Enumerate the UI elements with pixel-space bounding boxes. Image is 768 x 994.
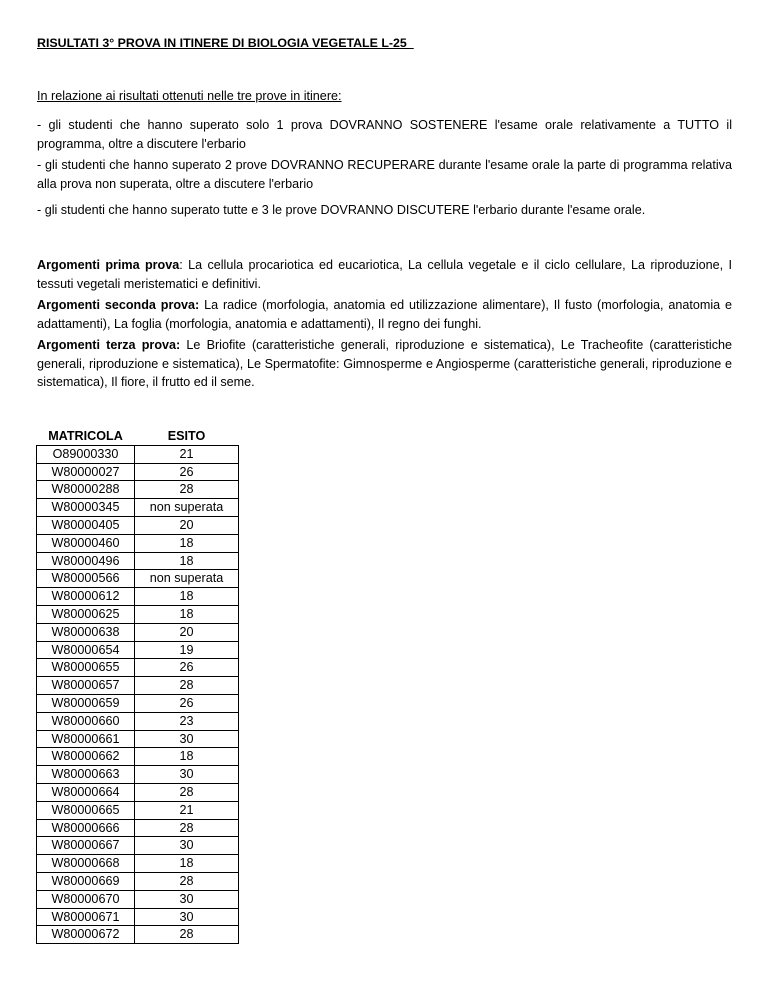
esito-cell: 26 bbox=[135, 463, 239, 481]
topics-first-prova bbox=[37, 256, 732, 293]
table-row bbox=[37, 766, 239, 784]
table-row bbox=[37, 712, 239, 730]
esito-cell: 28 bbox=[135, 783, 239, 801]
header-esito: ESITO bbox=[167, 429, 206, 443]
esito-cell: 30 bbox=[135, 837, 239, 855]
table-row bbox=[37, 499, 239, 517]
table-row bbox=[37, 872, 239, 890]
esito-cell: 30 bbox=[135, 908, 239, 926]
esito-cell: 26 bbox=[135, 694, 239, 712]
document-title: RISULTATI 3° PROVA IN ITINERE DI BIOLOGIA VEGETALE L-25 bbox=[37, 36, 414, 50]
table-row bbox=[37, 481, 239, 499]
topics-second-text: La radice (morfologia, anatomia ed utilizzazione alimentare), Il fusto (morfologia, anatomia e adattamenti), La foglia (morfologia, anatomia e adattamenti), Il regno dei funghi. bbox=[37, 298, 733, 331]
esito-cell: 18 bbox=[135, 552, 239, 570]
matricola-cell: W80000405 bbox=[37, 516, 135, 534]
esito-cell: 30 bbox=[135, 890, 239, 908]
esito-cell: 28 bbox=[135, 926, 239, 944]
topics-third-prova bbox=[37, 336, 732, 392]
table-row bbox=[37, 463, 239, 481]
esito-cell: non superata bbox=[135, 570, 239, 588]
results-table bbox=[36, 428, 239, 944]
topics-second-prova bbox=[37, 296, 732, 333]
matricola-cell: W80000345 bbox=[37, 499, 135, 517]
table-row bbox=[37, 534, 239, 552]
matricola-cell: W80000657 bbox=[37, 677, 135, 695]
table-row bbox=[37, 570, 239, 588]
rule-one-prova: - gli studenti che hanno superato solo 1 prova DOVRANNO SOSTENERE l'esame orale relativamente a TUTTO il programma, oltre a discutere l'erbario bbox=[37, 118, 732, 151]
header-matricola: MATRICOLA bbox=[48, 429, 123, 443]
results-header-row bbox=[37, 428, 239, 445]
table-row bbox=[37, 855, 239, 873]
matricola-cell: O89000330 bbox=[37, 445, 135, 463]
matricola-cell: W80000655 bbox=[37, 659, 135, 677]
esito-cell: 18 bbox=[135, 588, 239, 606]
matricola-cell: W80000566 bbox=[37, 570, 135, 588]
matricola-cell: W80000288 bbox=[37, 481, 135, 499]
matricola-cell: W80000612 bbox=[37, 588, 135, 606]
topics-first-text: La cellula procariotica ed eucariotica, La cellula vegetale e il ciclo cellulare, La riproduzione, I tessuti vegetali meristematici e definitivi. bbox=[37, 258, 732, 291]
table-row bbox=[37, 730, 239, 748]
table-row bbox=[37, 908, 239, 926]
table-row bbox=[37, 748, 239, 766]
matricola-cell: W80000625 bbox=[37, 605, 135, 623]
table-row bbox=[37, 837, 239, 855]
esito-cell: 18 bbox=[135, 605, 239, 623]
matricola-cell: W80000638 bbox=[37, 623, 135, 641]
topics-third-label: Argomenti terza prova: bbox=[37, 338, 181, 352]
topics-second-label: Argomenti seconda prova: bbox=[37, 298, 200, 312]
matricola-cell: W80000671 bbox=[37, 908, 135, 926]
esito-cell: non superata bbox=[135, 499, 239, 517]
table-row bbox=[37, 659, 239, 677]
esito-cell: 28 bbox=[135, 481, 239, 499]
esito-cell: 18 bbox=[135, 534, 239, 552]
esito-cell: 21 bbox=[135, 445, 239, 463]
esito-cell: 19 bbox=[135, 641, 239, 659]
table-row bbox=[37, 552, 239, 570]
table-row bbox=[37, 783, 239, 801]
esito-cell: 18 bbox=[135, 855, 239, 873]
matricola-cell: W80000670 bbox=[37, 890, 135, 908]
matricola-cell: W80000496 bbox=[37, 552, 135, 570]
matricola-cell: W80000660 bbox=[37, 712, 135, 730]
matricola-cell: W80000666 bbox=[37, 819, 135, 837]
rule-two-prove: - gli studenti che hanno superato 2 prove DOVRANNO RECUPERARE durante l'esame orale la parte di programma relativa alla prova non superata, oltre a discutere l'erbario bbox=[37, 158, 732, 191]
matricola-cell: W80000662 bbox=[37, 748, 135, 766]
table-row bbox=[37, 588, 239, 606]
matricola-cell: W80000460 bbox=[37, 534, 135, 552]
table-row bbox=[37, 605, 239, 623]
matricola-cell: W80000654 bbox=[37, 641, 135, 659]
intro-heading: In relazione ai risultati ottenuti nelle tre prove in itinere: bbox=[37, 89, 342, 103]
table-row bbox=[37, 890, 239, 908]
esito-cell: 30 bbox=[135, 730, 239, 748]
topics-third-text: Le Briofite (caratteristiche generali, riproduzione e sistematica), Le Tracheofite (caratteristiche generali, riproduzione e sistematica), Le Spermatofite: Gimnosperme e Angiosperme (caratteristiche generali, riproduzione e sistematica), Il fiore, il frutto ed il seme. bbox=[37, 338, 733, 389]
topics-first-separator: : bbox=[179, 258, 189, 272]
table-row bbox=[37, 641, 239, 659]
rule-three-prove: - gli studenti che hanno superato tutte e 3 le prove DOVRANNO DISCUTERE l'erbario durante l'esame orale. bbox=[37, 203, 646, 217]
esito-cell: 30 bbox=[135, 766, 239, 784]
matricola-cell: W80000668 bbox=[37, 855, 135, 873]
esito-cell: 28 bbox=[135, 872, 239, 890]
matricola-cell: W80000669 bbox=[37, 872, 135, 890]
matricola-cell: W80000027 bbox=[37, 463, 135, 481]
table-row bbox=[37, 926, 239, 944]
results-body bbox=[37, 445, 239, 943]
table-row bbox=[37, 801, 239, 819]
esito-cell: 28 bbox=[135, 819, 239, 837]
esito-cell: 28 bbox=[135, 677, 239, 695]
esito-cell: 20 bbox=[135, 623, 239, 641]
matricola-cell: W80000663 bbox=[37, 766, 135, 784]
matricola-cell: W80000661 bbox=[37, 730, 135, 748]
esito-cell: 26 bbox=[135, 659, 239, 677]
matricola-cell: W80000667 bbox=[37, 837, 135, 855]
esito-cell: 18 bbox=[135, 748, 239, 766]
esito-cell: 23 bbox=[135, 712, 239, 730]
table-row bbox=[37, 819, 239, 837]
matricola-cell: W80000672 bbox=[37, 926, 135, 944]
table-row bbox=[37, 516, 239, 534]
matricola-cell: W80000665 bbox=[37, 801, 135, 819]
matricola-cell: W80000659 bbox=[37, 694, 135, 712]
esito-cell: 20 bbox=[135, 516, 239, 534]
table-row bbox=[37, 694, 239, 712]
esito-cell: 21 bbox=[135, 801, 239, 819]
table-row bbox=[37, 677, 239, 695]
table-row bbox=[37, 445, 239, 463]
table-row bbox=[37, 623, 239, 641]
matricola-cell: W80000664 bbox=[37, 783, 135, 801]
topics-first-label: Argomenti prima prova bbox=[37, 258, 180, 272]
